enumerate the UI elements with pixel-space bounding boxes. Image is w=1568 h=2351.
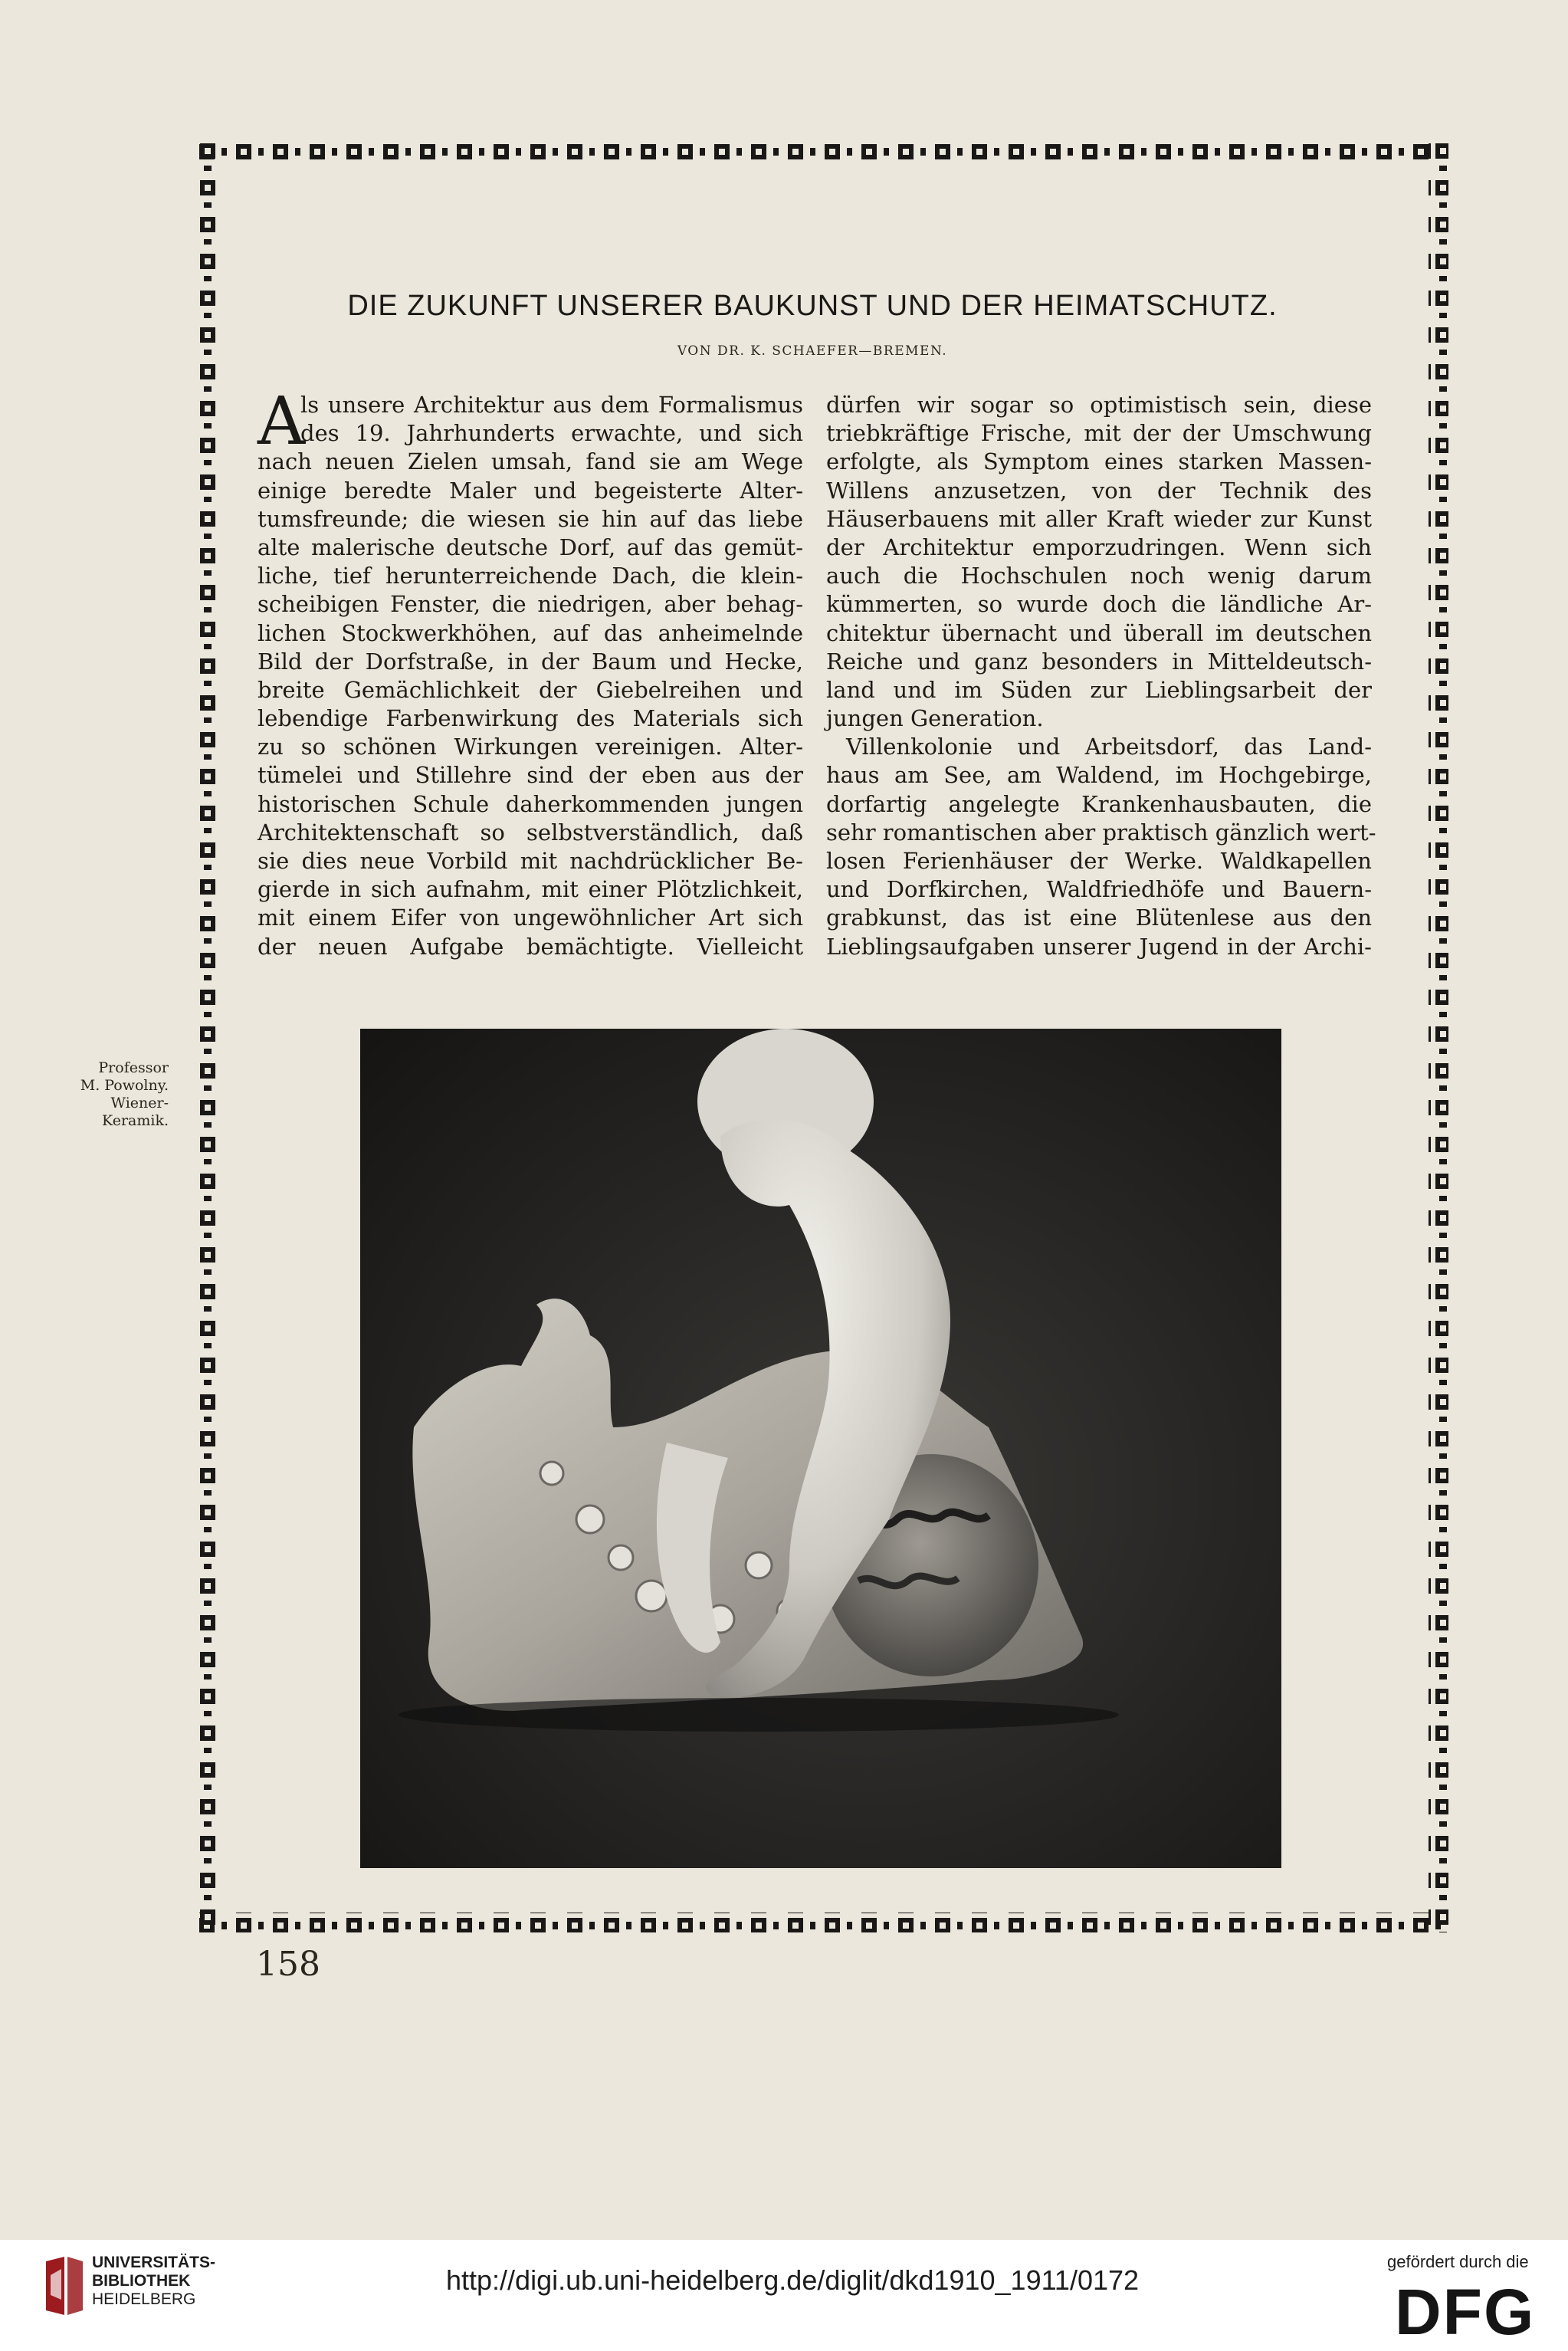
text-line: der neuen Aufgabe bemächtigte. Vielleicht (258, 933, 803, 960)
dfg-logo: DFG (1395, 2276, 1536, 2348)
text-line: Reiche und ganz besonders in Mitteldeutsch- (826, 648, 1372, 675)
article-byline: VON DR. K. SCHAEFER—BREMEN. (677, 343, 948, 359)
source-url-link[interactable]: http://digi.ub.uni-heidelberg.de/diglit/dkd1910_1911/0172 (446, 2264, 1140, 2296)
text-line: Villenkolonie und Arbeitsdorf, das Land- (846, 734, 1372, 760)
text-line: liche, tief herunterreichende Dach, die klein- (258, 563, 803, 589)
library-name-line: UNIVERSITÄTS- (92, 2254, 216, 2271)
text-line: dorfartig angelegte Krankenhausbauten, die (826, 790, 1372, 817)
text-line: triebkräftige Frische, mit der der Umschwung (826, 420, 1372, 447)
text-line: losen Ferienhäuser der Werke. Waldkapellen (826, 848, 1372, 874)
text-line: sie dies neue Vorbild mit nachdrücklicher Be- (258, 848, 803, 874)
caption-line: Professor (98, 1059, 169, 1076)
text-line: Häuserbauens mit aller Kraft wieder zur Kunst (826, 505, 1372, 532)
text-line: chitektur übernacht und überall im deutschen (826, 619, 1372, 646)
text-line: grabkunst, das ist eine Blütenlese aus den (826, 905, 1372, 931)
text-line: erfolgte, als Symptom eines starken Massen- (826, 448, 1372, 475)
text-column-right (826, 391, 1376, 961)
page-number: 158 (256, 1945, 320, 1984)
text-line: land und im Süden zur Lieblingsarbeit der (826, 676, 1372, 703)
text-line: lebendige Farbenwirkung des Materials sich (258, 705, 803, 732)
text-line: zu so schönen Wirkungen vereinigen. Alter- (258, 734, 803, 760)
caption-line: M. Powolny. (80, 1077, 169, 1094)
drop-cap: A (258, 383, 306, 460)
text-line: Willens anzusetzen, von der Technik des (826, 477, 1372, 504)
caption-line: Wiener- (110, 1095, 169, 1111)
sponsor-caption: gefördert durch die (1387, 2252, 1529, 2271)
text-line: tumsfreunde; die wiesen sie hin auf das liebe (258, 505, 803, 532)
digitization-footer (0, 2240, 1568, 2351)
text-line: Bild der Dorfstraße, in der Baum und Hecke, (258, 648, 803, 675)
article-title: DIE ZUKUNFT UNSERER BAUKUNST UND DER HEIMATSCHUTZ. (347, 290, 1278, 322)
text-line: und Dorfkirchen, Waldfriedhöfe und Bauern- (826, 876, 1372, 903)
text-line: auch die Hochschulen noch wenig darum (826, 563, 1372, 589)
text-line: Lieblingsaufgaben unserer Jugend in der Archi- (826, 933, 1372, 960)
text-line: dürfen wir sogar so optimistisch sein, diese (826, 392, 1372, 418)
text-line: historischen Schule daherkommenden jungen (258, 790, 803, 817)
text-line: breite Gemächlichkeit der Giebelreihen und (258, 676, 803, 703)
text-line: lichen Stockwerkhöhen, auf das anheimelnde (258, 619, 803, 646)
text-line: Architektenschaft so selbstverständlich, daß (258, 819, 803, 846)
text-line: alte malerische deutsche Dorf, auf das gemüt- (258, 534, 803, 560)
university-library-logo (40, 2254, 86, 2320)
text-line: einige beredte Maler und begeisterte Alter- (258, 477, 803, 504)
caption-line: Keramik. (102, 1112, 169, 1129)
ceramic-figure-illustration (360, 1029, 1281, 1868)
text-line: kümmerten, so wurde doch die ländliche Ar- (826, 591, 1372, 618)
text-line: mit einem Eifer von ungewöhnlicher Art sich (258, 905, 803, 931)
library-name (92, 2254, 215, 2309)
ceramic-figure-photo (360, 1029, 1281, 1868)
text-line: haus am See, am Waldend, im Hochgebirge, (826, 762, 1372, 789)
text-line: jungen Generation. (826, 705, 1044, 732)
text-line: ls unsere Architektur aus dem Formalismus (300, 392, 803, 418)
text-line: tümelei und Stillehre sind der eben aus der (258, 762, 803, 789)
text-line: der Architektur emporzudringen. Wenn sich (826, 534, 1372, 560)
text-line: scheibigen Fenster, die niedrigen, aber behag- (258, 591, 803, 618)
text-line: nach neuen Zielen umsah, fand sie am Wege (258, 448, 803, 475)
text-line: gierde in sich aufnahm, mit einer Plötzlichkeit, (258, 876, 803, 903)
text-line: sehr romantischen aber praktisch gänzlich wert- (826, 819, 1376, 846)
figure-caption (77, 1059, 169, 1130)
library-name-line: BIBLIOTHEK (92, 2272, 191, 2290)
text-line: des 19. Jahrhunderts erwachte, und sich (300, 420, 803, 447)
library-name-line: HEIDELBERG (92, 2290, 196, 2308)
text-column-left (258, 383, 803, 961)
